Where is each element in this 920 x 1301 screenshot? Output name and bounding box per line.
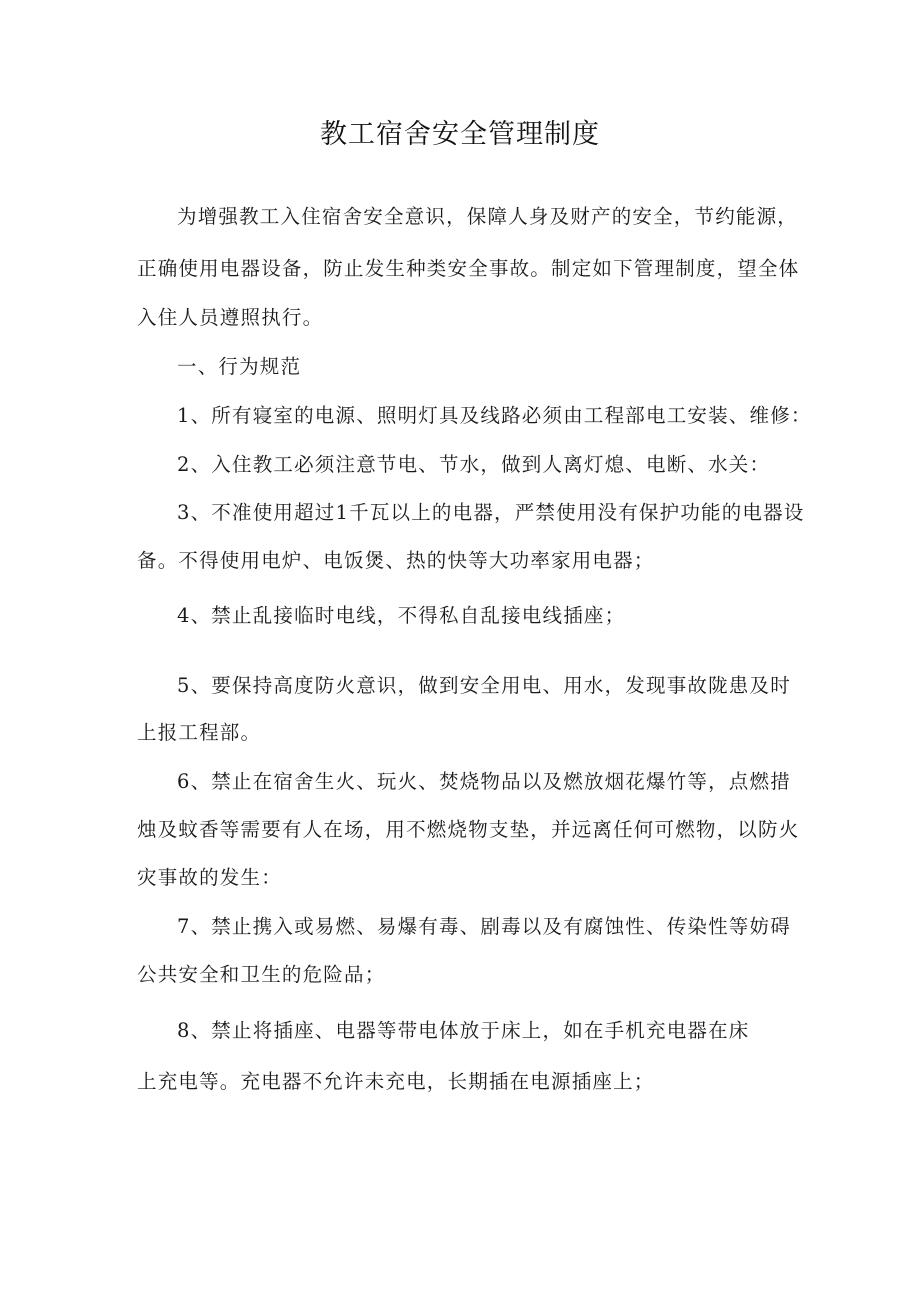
rule-7-line-2: 公共安全和卫生的危险品； (137, 963, 386, 986)
section-heading: 一、行为规范 (177, 355, 302, 378)
rule-3-line-1: 3、不准使用超过1千瓦以上的电器，严禁使用没有保护功能的电器设 (177, 501, 805, 524)
rule-6-line-1: 6、禁止在宿舍生火、玩火、焚烧物品以及燃放烟花爆竹等，点燃措 (177, 770, 791, 793)
rule-5-line-1: 5、要保持高度防火意识，做到安全用电、用水，发现事故陇患及时 (177, 674, 791, 697)
intro-line-3: 入住人员遵照执行。 (137, 306, 324, 329)
rule-7-line-1: 7、禁止携入或易燃、易爆有毒、剧毒以及有腐蚀性、传染性等妨碍 (177, 915, 791, 938)
rule-8-line-2: 上充电等。充电器不允许未充电，长期插在电源插座上； (137, 1070, 655, 1093)
rule-3-line-2: 备。不得使用电炉、电饭煲、热的快等大功率家用电器； (137, 549, 655, 572)
document-title: 教工宿舍安全管理制度 (320, 119, 600, 150)
intro-line-2: 正确使用电器设备，防止发生种类安全事故。制定如下管理制度，望全体 (137, 257, 800, 280)
rule-2-line-1: 2、入住教工必须注意节电、节水，做到人离灯熄、电断、水关： (177, 453, 771, 476)
rule-5-line-2: 上报工程部。 (137, 721, 262, 744)
intro-line-1: 为增强教工入住宿舍安全意识，保障人身及财产的安全，节约能源， (177, 205, 799, 228)
rule-6-line-2: 烛及蚊香等需要有人在场，用不燃烧物支垫，并远离任何可燃物，以防火 (137, 818, 800, 841)
rule-1-line-1: 1、所有寝室的电源、照明灯具及线路必须由工程部电工安装、维修： (177, 404, 812, 427)
rule-8-line-1: 8、禁止将插座、电器等带电体放于床上，如在手机充电器在床 (177, 1019, 750, 1042)
rule-4-line-1: 4、禁止乱接临时电线，不得私自乱接电线插座； (177, 604, 626, 627)
rule-6-line-3: 灾事故的发生： (137, 866, 282, 889)
